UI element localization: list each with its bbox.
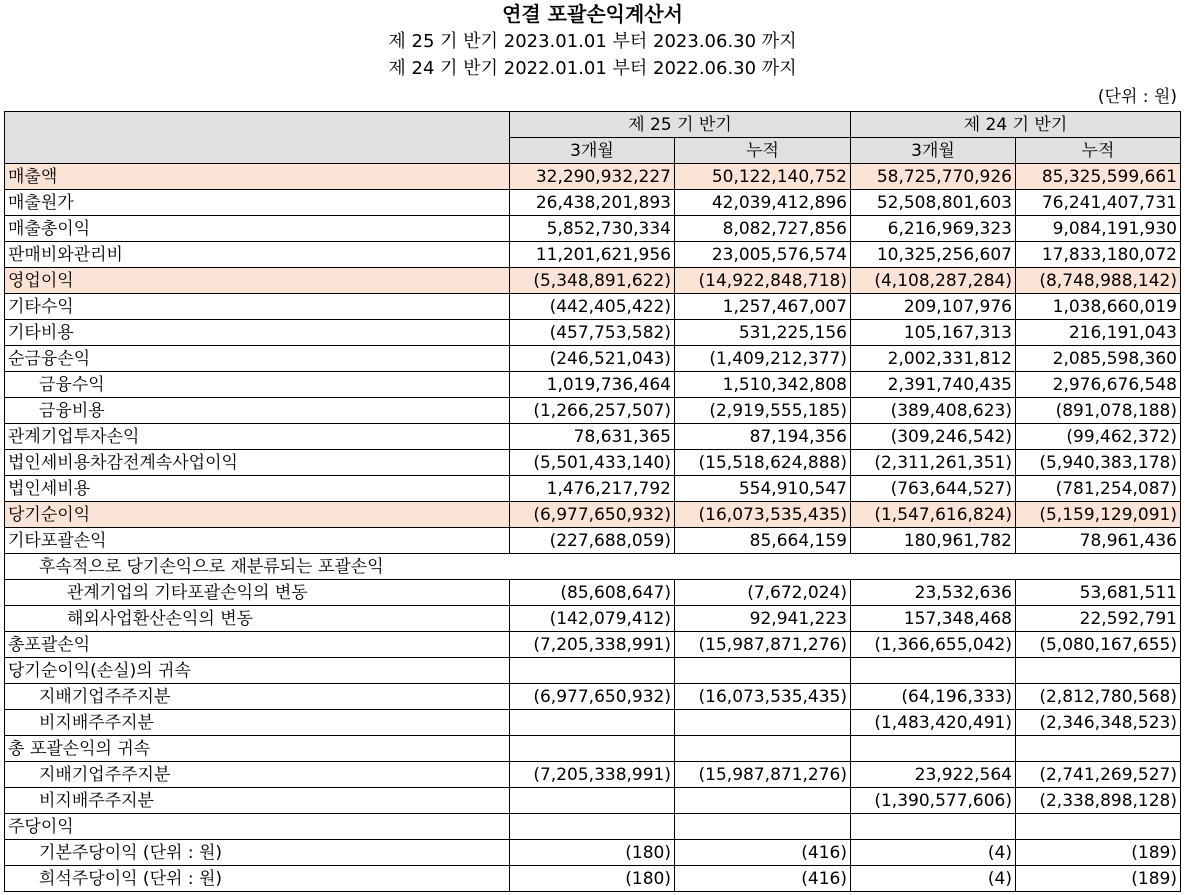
- value-prior-cumulative: 216,191,043: [1016, 320, 1181, 346]
- row-label: 기타비용: [5, 320, 510, 346]
- value-prior-cumulative: (5,940,383,178): [1016, 450, 1181, 476]
- value-prior-3m: 6,216,969,323: [851, 216, 1016, 242]
- row-label: 매출액: [5, 164, 510, 190]
- table-row: [5, 242, 1181, 268]
- value-prior-3m: [851, 814, 1016, 840]
- header-prior-cumulative: 누적: [1016, 138, 1181, 164]
- row-label: 매출원가: [5, 190, 510, 216]
- value-prior-3m: (1,483,420,491): [851, 710, 1016, 736]
- value-current-cumulative: (416): [675, 866, 851, 892]
- value-current-3m: (6,977,650,932): [510, 684, 675, 710]
- value-prior-3m: (763,644,527): [851, 476, 1016, 502]
- value-prior-3m: (4): [851, 840, 1016, 866]
- table-row: [5, 346, 1181, 372]
- table-row: [5, 658, 1181, 684]
- table-row: [5, 372, 1181, 398]
- table-body: [5, 164, 1181, 892]
- value-prior-cumulative: [1016, 658, 1181, 684]
- value-prior-cumulative: 53,681,511: [1016, 580, 1181, 606]
- value-current-3m: [510, 788, 675, 814]
- value-current-cumulative: 50,122,140,752: [675, 164, 851, 190]
- value-prior-cumulative: (8,748,988,142): [1016, 268, 1181, 294]
- row-label: 비지배주주지분: [5, 788, 510, 814]
- row-label: 지배기업주주지분: [5, 684, 510, 710]
- value-current-3m: 1,019,736,464: [510, 372, 675, 398]
- value-prior-cumulative: (891,078,188): [1016, 398, 1181, 424]
- value-prior-3m: 23,922,564: [851, 762, 1016, 788]
- row-label: 법인세비용: [5, 476, 510, 502]
- header-current-3m: 3개월: [510, 138, 675, 164]
- row-label: 주당이익: [5, 814, 510, 840]
- value-current-3m: (7,205,338,991): [510, 632, 675, 658]
- value-current-3m: 78,631,365: [510, 424, 675, 450]
- table-row: [5, 216, 1181, 242]
- value-current-cumulative: 87,194,356: [675, 424, 851, 450]
- value-prior-3m: (2,311,261,351): [851, 450, 1016, 476]
- value-current-3m: (246,521,043): [510, 346, 675, 372]
- table-row: [5, 840, 1181, 866]
- value-current-3m: (5,501,433,140): [510, 450, 675, 476]
- value-prior-3m: (389,408,623): [851, 398, 1016, 424]
- value-prior-cumulative: (189): [1016, 866, 1181, 892]
- value-current-3m: (180): [510, 840, 675, 866]
- value-current-cumulative: (15,987,871,276): [675, 632, 851, 658]
- value-prior-cumulative: (189): [1016, 840, 1181, 866]
- row-label: 기타수익: [5, 294, 510, 320]
- value-prior-3m: [851, 736, 1016, 762]
- value-current-3m: [510, 814, 675, 840]
- value-current-3m: [510, 658, 675, 684]
- value-current-cumulative: (15,987,871,276): [675, 762, 851, 788]
- value-prior-3m: 209,107,976: [851, 294, 1016, 320]
- row-label: 영업이익: [5, 268, 510, 294]
- value-prior-cumulative: (5,080,167,655): [1016, 632, 1181, 658]
- value-current-cumulative: 531,225,156: [675, 320, 851, 346]
- value-current-3m: (7,205,338,991): [510, 762, 675, 788]
- table-row: [5, 190, 1181, 216]
- value-prior-cumulative: [1016, 736, 1181, 762]
- value-prior-cumulative: 22,592,791: [1016, 606, 1181, 632]
- value-current-cumulative: (15,518,624,888): [675, 450, 851, 476]
- value-prior-cumulative: 17,833,180,072: [1016, 242, 1181, 268]
- value-current-cumulative: (7,672,024): [675, 580, 851, 606]
- value-current-cumulative: 8,082,727,856: [675, 216, 851, 242]
- value-prior-cumulative: 9,084,191,930: [1016, 216, 1181, 242]
- value-prior-3m: (1,547,616,824): [851, 502, 1016, 528]
- row-label: 기본주당이익 (단위 : 원): [5, 840, 510, 866]
- value-prior-3m: 10,325,256,607: [851, 242, 1016, 268]
- value-current-cumulative: 1,510,342,808: [675, 372, 851, 398]
- table-row: [5, 294, 1181, 320]
- table-row: [5, 684, 1181, 710]
- value-current-cumulative: [675, 658, 851, 684]
- value-prior-3m: 2,002,331,812: [851, 346, 1016, 372]
- row-label: 당기순이익(손실)의 귀속: [5, 658, 510, 684]
- row-label: 매출총이익: [5, 216, 510, 242]
- value-current-cumulative: 554,910,547: [675, 476, 851, 502]
- value-prior-3m: (4): [851, 866, 1016, 892]
- value-prior-3m: (64,196,333): [851, 684, 1016, 710]
- value-prior-3m: 157,348,468: [851, 606, 1016, 632]
- value-current-cumulative: 42,039,412,896: [675, 190, 851, 216]
- table-row: [5, 580, 1181, 606]
- value-current-cumulative: (16,073,535,435): [675, 502, 851, 528]
- row-label: 후속적으로 당기손익으로 재분류되는 포괄손익: [5, 554, 1181, 580]
- row-label: 비지배주주지분: [5, 710, 510, 736]
- value-current-cumulative: 1,257,467,007: [675, 294, 851, 320]
- header-row-periods: [5, 112, 1181, 138]
- value-prior-3m: (1,390,577,606): [851, 788, 1016, 814]
- value-prior-cumulative: [1016, 814, 1181, 840]
- income-statement-table: [4, 111, 1181, 892]
- value-prior-3m: 52,508,801,603: [851, 190, 1016, 216]
- value-prior-3m: (4,108,287,284): [851, 268, 1016, 294]
- header-prior-period: 제 24 기 반기: [851, 112, 1181, 138]
- value-current-cumulative: (16,073,535,435): [675, 684, 851, 710]
- value-prior-cumulative: (5,159,129,091): [1016, 502, 1181, 528]
- row-label: 판매비와관리비: [5, 242, 510, 268]
- value-prior-cumulative: 1,038,660,019: [1016, 294, 1181, 320]
- value-current-3m: (6,977,650,932): [510, 502, 675, 528]
- value-current-cumulative: (416): [675, 840, 851, 866]
- value-prior-3m: 2,391,740,435: [851, 372, 1016, 398]
- value-current-3m: [510, 736, 675, 762]
- table-row: [5, 788, 1181, 814]
- value-prior-3m: 58,725,770,926: [851, 164, 1016, 190]
- row-label: 관계기업투자손익: [5, 424, 510, 450]
- row-label: 순금융손익: [5, 346, 510, 372]
- table-row: [5, 528, 1181, 554]
- table-row: [5, 606, 1181, 632]
- row-label: 당기순이익: [5, 502, 510, 528]
- table-row: [5, 476, 1181, 502]
- table-row: [5, 450, 1181, 476]
- row-label: 금융수익: [5, 372, 510, 398]
- value-prior-cumulative: (99,462,372): [1016, 424, 1181, 450]
- header-current-period: 제 25 기 반기: [510, 112, 851, 138]
- table-header: [5, 112, 1181, 164]
- value-prior-cumulative: 2,085,598,360: [1016, 346, 1181, 372]
- value-current-cumulative: (14,922,848,718): [675, 268, 851, 294]
- value-current-3m: 32,290,932,227: [510, 164, 675, 190]
- value-current-3m: (180): [510, 866, 675, 892]
- value-prior-cumulative: (2,741,269,527): [1016, 762, 1181, 788]
- table-row: [5, 710, 1181, 736]
- value-current-3m: (5,348,891,622): [510, 268, 675, 294]
- value-prior-3m: 23,532,636: [851, 580, 1016, 606]
- value-current-cumulative: [675, 788, 851, 814]
- period-prior: 제 24 기 반기 2022.01.01 부터 2022.06.30 까지: [388, 58, 797, 79]
- page-title: 연결 포괄손익계산서: [502, 2, 683, 26]
- header-prior-3m: 3개월: [851, 138, 1016, 164]
- unit-label: (단위 : 원): [1097, 87, 1177, 107]
- value-prior-cumulative: 85,325,599,661: [1016, 164, 1181, 190]
- value-current-3m: (1,266,257,507): [510, 398, 675, 424]
- table-row: [5, 632, 1181, 658]
- value-prior-cumulative: (2,346,348,523): [1016, 710, 1181, 736]
- value-current-3m: 5,852,730,334: [510, 216, 675, 242]
- value-prior-3m: (1,366,655,042): [851, 632, 1016, 658]
- table-row: [5, 866, 1181, 892]
- value-prior-cumulative: 76,241,407,731: [1016, 190, 1181, 216]
- value-current-3m: 11,201,621,956: [510, 242, 675, 268]
- value-current-3m: (227,688,059): [510, 528, 675, 554]
- table-row: [5, 424, 1181, 450]
- value-current-cumulative: [675, 814, 851, 840]
- value-current-cumulative: [675, 736, 851, 762]
- value-current-cumulative: (1,409,212,377): [675, 346, 851, 372]
- row-label: 총 포괄손익의 귀속: [5, 736, 510, 762]
- table-row: [5, 268, 1181, 294]
- row-label: 금융비용: [5, 398, 510, 424]
- value-prior-cumulative: (2,338,898,128): [1016, 788, 1181, 814]
- table-row: [5, 320, 1181, 346]
- table-row: [5, 502, 1181, 528]
- row-label: 기타포괄손익: [5, 528, 510, 554]
- period-current: 제 25 기 반기 2023.01.01 부터 2023.06.30 까지: [388, 31, 797, 52]
- value-current-cumulative: (2,919,555,185): [675, 398, 851, 424]
- table-row: [5, 398, 1181, 424]
- value-current-cumulative: 85,664,159: [675, 528, 851, 554]
- table-row: [5, 736, 1181, 762]
- value-current-3m: 1,476,217,792: [510, 476, 675, 502]
- row-label: 관계기업의 기타포괄손익의 변동: [5, 580, 510, 606]
- value-current-3m: [510, 710, 675, 736]
- value-prior-cumulative: 78,961,436: [1016, 528, 1181, 554]
- value-prior-cumulative: 2,976,676,548: [1016, 372, 1181, 398]
- table-row: [5, 554, 1181, 580]
- value-current-3m: (457,753,582): [510, 320, 675, 346]
- value-prior-cumulative: (781,254,087): [1016, 476, 1181, 502]
- table-row: [5, 164, 1181, 190]
- table-row: [5, 762, 1181, 788]
- row-label: 법인세비용차감전계속사업이익: [5, 450, 510, 476]
- value-current-3m: (442,405,422): [510, 294, 675, 320]
- value-prior-cumulative: (2,812,780,568): [1016, 684, 1181, 710]
- table-row: [5, 814, 1181, 840]
- value-current-cumulative: [675, 710, 851, 736]
- value-prior-3m: [851, 658, 1016, 684]
- value-current-3m: (142,079,412): [510, 606, 675, 632]
- row-label: 총포괄손익: [5, 632, 510, 658]
- value-prior-3m: 180,961,782: [851, 528, 1016, 554]
- value-current-3m: 26,438,201,893: [510, 190, 675, 216]
- value-current-3m: (85,608,647): [510, 580, 675, 606]
- row-label: 지배기업주주지분: [5, 762, 510, 788]
- value-current-cumulative: 92,941,223: [675, 606, 851, 632]
- row-label: 해외사업환산손익의 변동: [5, 606, 510, 632]
- value-current-cumulative: 23,005,576,574: [675, 242, 851, 268]
- row-label: 희석주당이익 (단위 : 원): [5, 866, 510, 892]
- header-blank: [5, 112, 510, 164]
- value-prior-3m: (309,246,542): [851, 424, 1016, 450]
- header-current-cumulative: 누적: [675, 138, 851, 164]
- value-prior-3m: 105,167,313: [851, 320, 1016, 346]
